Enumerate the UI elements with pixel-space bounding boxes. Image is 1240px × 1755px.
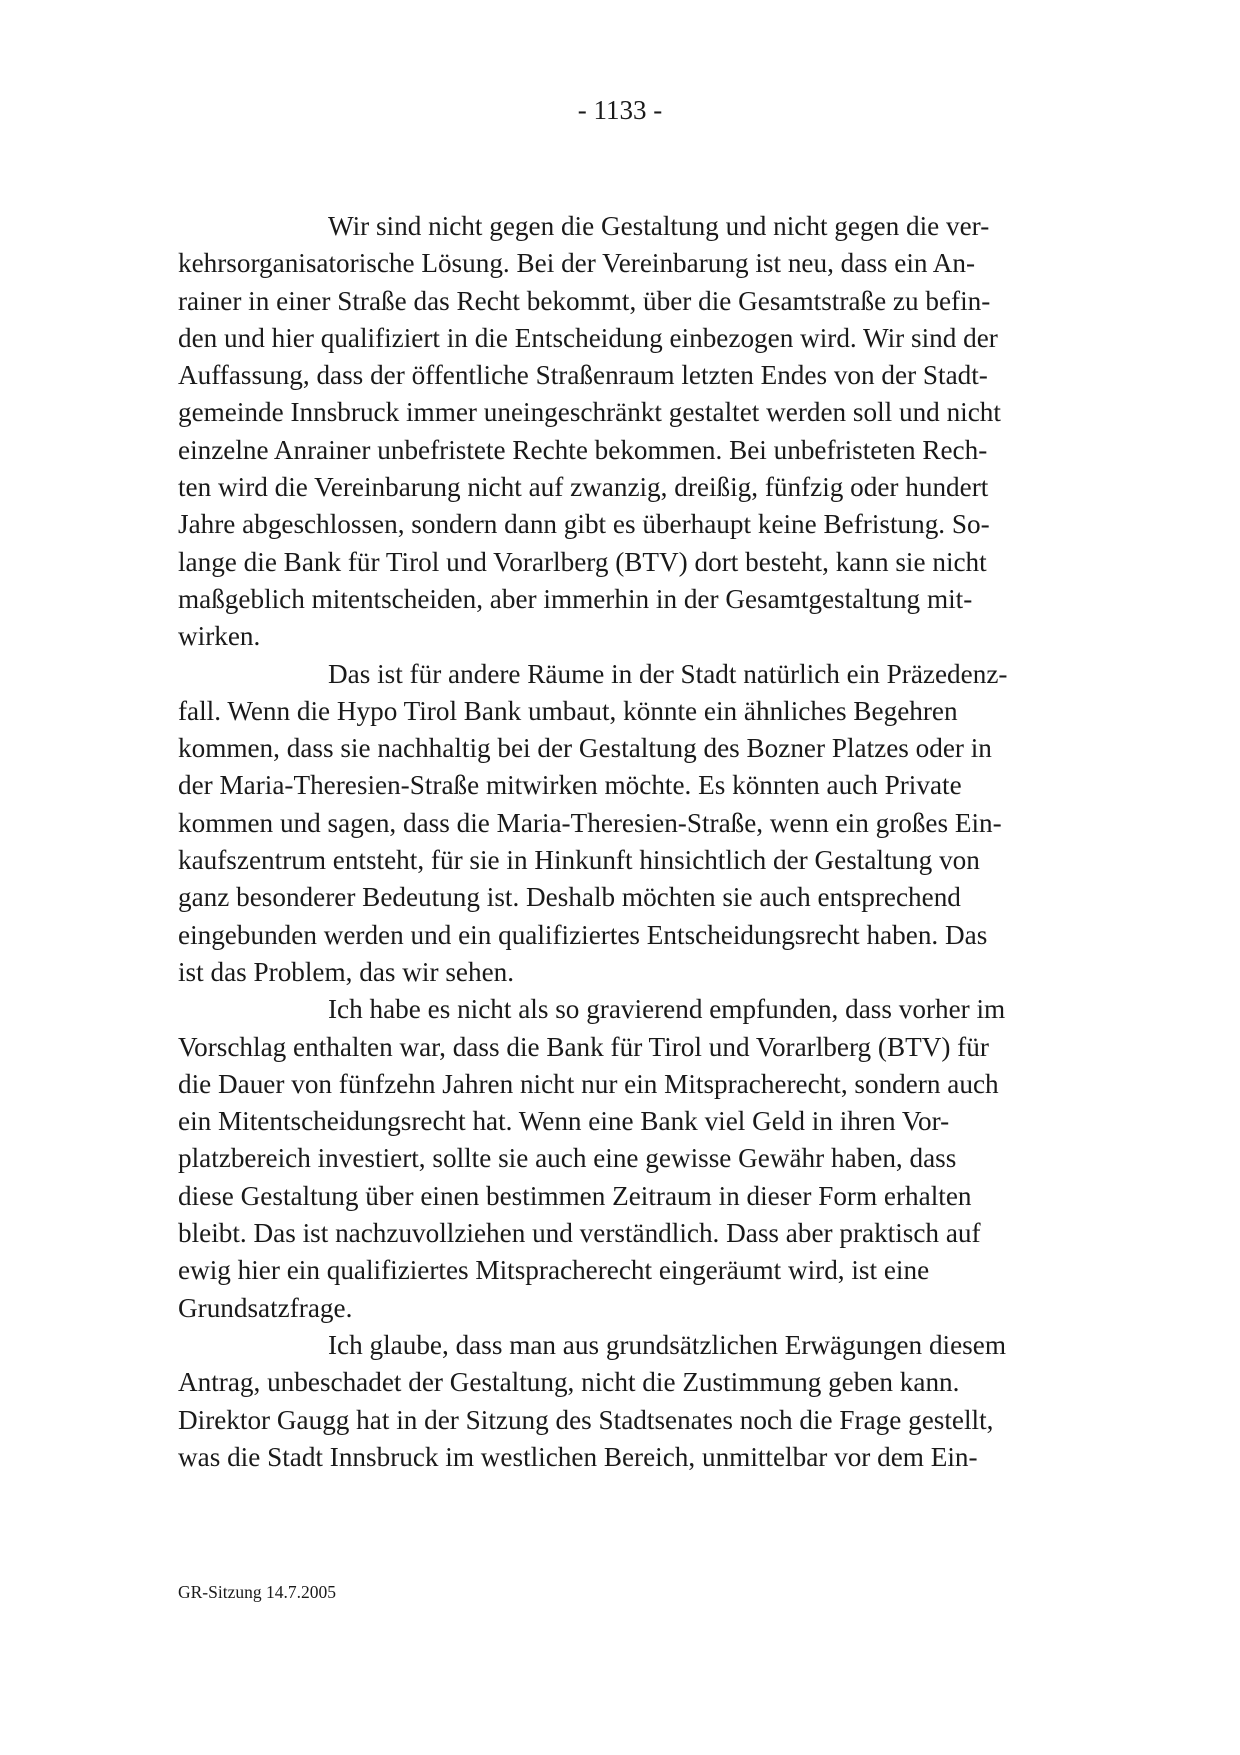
text-line: diese Gestaltung über einen bestimmen Zeitraum in dieser Form erhalten — [178, 1180, 972, 1211]
text-line: Antrag, unbeschadet der Gestaltung, nicht die Zustimmung geben kann. — [178, 1367, 960, 1398]
text-line: gemeinde Innsbruck immer uneingeschränkt gestaltet werden soll und nicht — [178, 397, 1001, 428]
text-line: der Maria-Theresien-Straße mitwirken möchte. Es könnten auch Private — [178, 770, 962, 801]
text-line: eingebunden werden und ein qualifiziertes Entscheidungsrecht haben. Das — [178, 919, 988, 950]
text-line: Jahre abgeschlossen, sondern dann gibt es überhaupt keine Befristung. So- — [178, 509, 990, 540]
text-line: kaufszentrum entsteht, für sie in Hinkunft hinsichtlich der Gestaltung von — [178, 845, 980, 876]
text-line: Auffassung, dass der öffentliche Straßenraum letzten Endes von der Stadt- — [178, 360, 988, 391]
text-line: einzelne Anrainer unbefristete Rechte bekommen. Bei unbefristeten Rech- — [178, 434, 988, 465]
paragraph-1 — [178, 208, 1068, 656]
text-line: Ich glaube, dass man aus grundsätzlichen Erwägungen diesem — [328, 1329, 1006, 1360]
text-line: Das ist für andere Räume in der Stadt natürlich ein Präzedenz- — [328, 658, 1008, 689]
text-line: Grundsatzfrage. — [178, 1292, 353, 1323]
text-line: kommen und sagen, dass die Maria-Theresien-Straße, wenn ein großes Ein- — [178, 807, 1002, 838]
text-line: platzbereich investiert, sollte sie auch eine gewisse Gewähr haben, dass — [178, 1143, 957, 1174]
text-line: Ich habe es nicht als so gravierend empfunden, dass vorher im — [328, 994, 1006, 1025]
text-line: was die Stadt Innsbruck im westlichen Bereich, unmittelbar vor dem Ein- — [178, 1441, 978, 1472]
document-body — [178, 208, 1068, 1476]
page-number: - 1133 - — [577, 95, 663, 125]
paragraph-3 — [178, 991, 1068, 1327]
text-line: wirken. — [178, 621, 261, 652]
text-line: rainer in einer Straße das Recht bekommt, über die Gesamtstraße zu befin- — [178, 285, 991, 316]
text-line: kommen, dass sie nachhaltig bei der Gestaltung des Bozner Platzes oder in — [178, 733, 992, 764]
paragraph-4 — [178, 1327, 1068, 1476]
text-line: maßgeblich mitentscheiden, aber immerhin in der Gesamtgestaltung mit- — [178, 583, 973, 614]
text-line: ewig hier ein qualifiziertes Mitspracherecht eingeräumt wird, ist eine — [178, 1255, 930, 1286]
text-line: fall. Wenn die Hypo Tirol Bank umbaut, könnte ein ähnliches Begehren — [178, 695, 958, 726]
text-line: Direktor Gaugg hat in der Sitzung des Stadtsenates noch die Frage gestellt, — [178, 1404, 994, 1435]
text-line: bleibt. Das ist nachzuvollziehen und verständlich. Dass aber praktisch auf — [178, 1218, 981, 1249]
page-footer: GR-Sitzung 14.7.2005 — [178, 1582, 336, 1602]
text-line: kehrsorganisatorische Lösung. Bei der Vereinbarung ist neu, dass ein An- — [178, 248, 976, 279]
text-line: ein Mitentscheidungsrecht hat. Wenn eine Bank viel Geld in ihren Vor- — [178, 1106, 950, 1137]
text-line: Wir sind nicht gegen die Gestaltung und nicht gegen die ver- — [328, 211, 990, 241]
text-line: den und hier qualifiziert in die Entscheidung einbezogen wird. Wir sind der — [178, 322, 998, 353]
paragraph-2 — [178, 656, 1068, 992]
text-line: die Dauer von fünfzehn Jahren nicht nur ein Mitspracherecht, sondern auch — [178, 1068, 999, 1099]
text-line: ten wird die Vereinbarung nicht auf zwanzig, dreißig, fünfzig oder hundert — [178, 472, 989, 503]
text-line: lange die Bank für Tirol und Vorarlberg (BTV) dort besteht, kann sie nicht — [178, 546, 987, 577]
text-line: Vorschlag enthalten war, dass die Bank für Tirol und Vorarlberg (BTV) für — [178, 1031, 989, 1062]
text-line: ganz besonderer Bedeutung ist. Deshalb möchten sie auch entsprechend — [178, 882, 961, 913]
text-line: ist das Problem, das wir sehen. — [178, 956, 515, 987]
